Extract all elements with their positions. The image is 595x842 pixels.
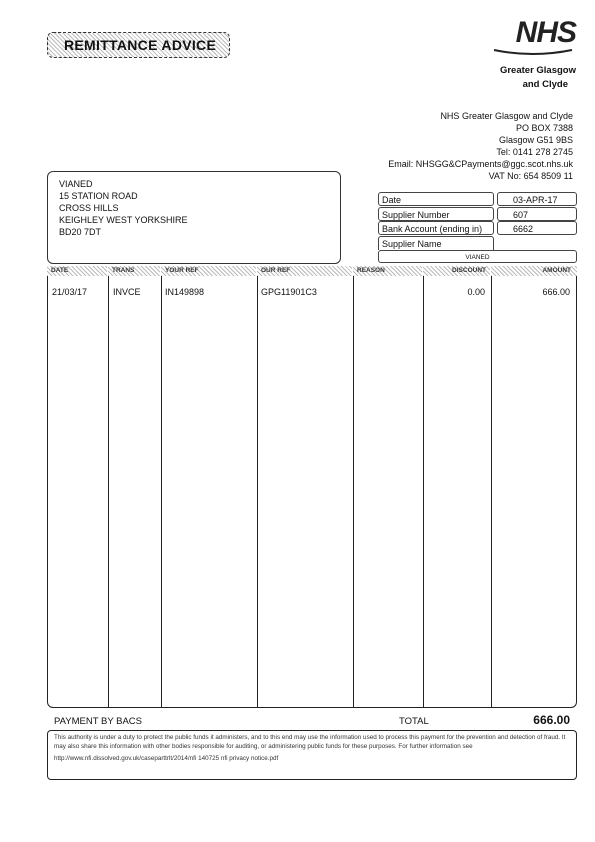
privacy-notice-link[interactable]: http://www.nfi.dissolved.gov.uk/caseparttrlt/2014/nfi 140725 nfi privacy notice.pdf: [54, 755, 279, 762]
bank-account-value: 6662: [497, 221, 577, 235]
nhs-logo: [490, 18, 576, 92]
recipient-line-5: BD20 7DT: [59, 227, 102, 237]
column-divider: [108, 276, 109, 707]
recipient-line-3: CROSS HILLS: [59, 203, 119, 213]
org-line-2: and Clyde: [522, 79, 568, 90]
row-date: 21/03/17: [52, 287, 88, 297]
sender-name: NHS Greater Glasgow and Clyde: [440, 111, 573, 121]
sender-email: Email: NHSGG&CPayments@ggc.scot.nhs.uk: [388, 159, 573, 169]
column-divider: [491, 276, 492, 707]
supplier-name-value: VIANED: [378, 250, 577, 263]
column-divider: [161, 276, 162, 707]
date-value: 03-APR-17: [497, 192, 577, 206]
document-title: [47, 32, 230, 58]
supplier-number-value: 607: [497, 207, 577, 221]
total-value: 666.00: [533, 713, 570, 727]
payment-method: PAYMENT BY BACS: [54, 716, 142, 727]
row-discount: 0.00: [467, 287, 485, 297]
sender-address: [388, 110, 573, 182]
privacy-notice-text: This authority is under a duty to protect the public funds it administers, and to this end may use the information used to process this payment for the prevention and detection of fraud. It may also share this information with other bodies responsible for auditing, or administering public funds for these purposes. For further information see: [54, 734, 566, 750]
header-amount: AMOUNT: [491, 266, 577, 276]
recipient-address-box: [47, 171, 341, 264]
table-header: [47, 266, 577, 276]
org-line-1: Greater Glasgow: [499, 65, 576, 76]
row-our-ref: GPG11901C3: [261, 287, 317, 297]
sender-tel: Tel: 0141 278 2745: [496, 147, 573, 157]
recipient-line-1: VIANED: [59, 179, 93, 189]
bank-account-label: Bank Account (ending in): [378, 221, 494, 235]
header-our-ref: OUR REF: [257, 266, 352, 276]
column-divider: [423, 276, 424, 707]
column-divider: [353, 276, 354, 707]
supplier-name-label: Supplier Name: [378, 236, 494, 250]
document-title-text: REMITTANCE ADVICE: [64, 37, 217, 53]
sender-vat: VAT No: 654 8509 11: [488, 171, 573, 181]
row-trans: INVCE: [113, 287, 141, 297]
sender-po-box: PO BOX 7388: [515, 123, 573, 133]
nhs-logo-mark: NHS: [515, 16, 576, 49]
transactions-table: [47, 276, 577, 708]
header-date: DATE: [47, 266, 107, 276]
total-label: TOTAL: [399, 716, 429, 727]
privacy-notice: [47, 730, 577, 780]
row-your-ref: IN149898: [165, 287, 205, 297]
recipient-line-2: 15 STATION ROAD: [59, 191, 138, 201]
header-trans: TRANS: [108, 266, 160, 276]
nhs-logo-organisation: [490, 64, 576, 92]
nhs-logo-underline-icon: [490, 48, 576, 56]
recipient-line-4: KEIGHLEY WEST YORKSHIRE: [59, 215, 188, 225]
totals-row: [47, 712, 577, 728]
row-amount: 666.00: [542, 287, 570, 297]
supplier-number-label: Supplier Number: [378, 207, 494, 221]
date-label: Date: [378, 192, 494, 206]
sender-city: Glasgow G51 9BS: [498, 135, 573, 145]
header-your-ref: YOUR REF: [161, 266, 256, 276]
header-discount: DISCOUNT: [423, 266, 490, 276]
column-divider: [257, 276, 258, 707]
header-reason: REASON: [353, 266, 422, 276]
